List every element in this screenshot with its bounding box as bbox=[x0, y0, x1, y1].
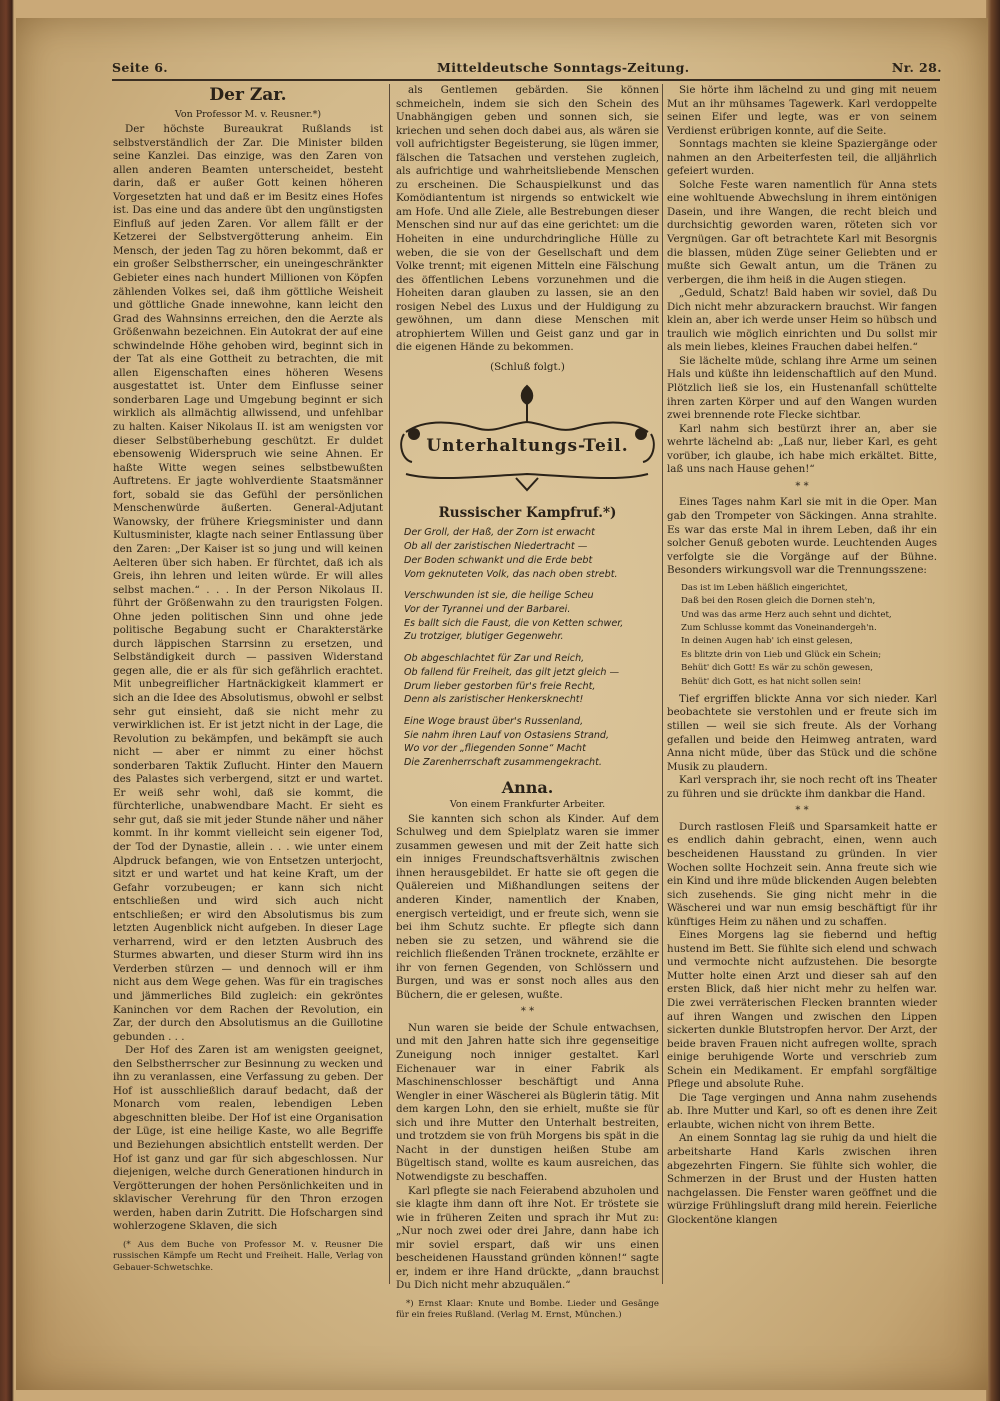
paragraph: „Geduld, Schatz! Bald haben wir soviel, daß Du Dich nicht mehr abzurackern brauchst. Wir fangen klein an, aber ich werde unser Heim so hübsch und traulich wie möglich einrichten und Du sollst mir als mein liebes, kleines Frauchen dabei helfen.“ bbox=[667, 287, 937, 354]
column-divider bbox=[389, 84, 390, 1284]
poem-line: Der Groll, der Haß, der Zorn ist erwacht bbox=[404, 527, 595, 539]
paragraph: Sie kannten sich schon als Kinder. Auf dem Schulweg und dem Spielplatz waren sie immer zusammen gewesen und mit der Zeit hatte sich ein inniges Freundschaftsverhältnis zwischen ihnen herausgebildet. Er hatte sie oft gegen die Quälereien und Mißhandlungen seitens der anderen Kinder, namentlich der Knaben, energisch verteidigt, und er freute sich, wenn sie bei ihm Schutz suchte. Er pflegte sich dann neben sie zu setzen, und während sie die reichlich fließenden Tränen trocknete, erzählte er ihr von fernen Gegenden, von Schlössern und Burgen, und was er sonst noch alles aus den Büchern, die er gelesen, wußte. bbox=[396, 812, 659, 1001]
song-line: Das ist im Leben häßlich eingerichtet, bbox=[681, 582, 848, 593]
poem-line: Zu trotziger, blutiger Gegenwehr. bbox=[404, 631, 564, 643]
section-separator: * * bbox=[795, 805, 809, 817]
song-line: Daß bei den Rosen gleich die Dornen steh'n, bbox=[681, 596, 876, 607]
song-line: In deinen Augen hab' ich einst gelesen, bbox=[681, 636, 853, 647]
column-three bbox=[667, 84, 937, 1284]
paragraph: Die Tage vergingen und Anna nahm zusehends ab. Ihre Mutter und Karl, so oft es denen ihre Zeit erlaubte, wichen nicht von ihrem Bette. bbox=[667, 1091, 937, 1131]
article-title: Der Zar. bbox=[209, 85, 287, 105]
song-line: Behüt' dich Gott, es hat nicht sollen sein! bbox=[681, 676, 862, 687]
paragraph: Der höchste Bureaukrat Rußlands ist selbstverständlich der Zar. Die Minister bilden seine Kanzlei. Das einzige, was den Zaren von allen anderen Beamten unterscheidet, besteht darin, daß er außer Gott keinen höheren Vorgesetzten hat und daß er im Besitz eines Hofes ist. Das eine und das andere übt den ungünstigsten Einfluß auf jeden Zaren. Vor allem fällt er der Ketzerei der Selbstvergötterung anheim. Ein Mensch, der jeden Tag zu hören bekommt, daß er ein großer Selbstherrscher, ein uneingeschränkter Gebieter eines nach hundert Millionen von Köpfen zählenden Volkes sei, daß ihm göttliche Weisheit und göttliche Gnade innewohne, kann leicht den Grad des Wahnsinns erreichen, den die Aerzte als Größenwahn bezeichnen. Ein Autokrat der auf eine schwindelnde Höhe gehoben wird, beginnt sich in der Tat als eine Gottheit zu betrachten, die mit allen Eigenschaften eines höheren Wesens ausgestattet ist. Unter dem Einflusse seiner sonderbaren Lage und Umgebung beginnt er sich wirklich als allmächtig allwissend, und unfehlbar zu halten. Kaiser Nikolaus II. ist am wenigsten vor dieser Selbstüberhebung geschützt. Er duldet ebensowenig Widerspruch wie seine Ahnen. Er haßte Witte wegen seines selbstbewußten Auftretens. Er jagte wohlverdiente Staatsmänner fort, sobald sie das Gefühl der persönlichen Menschenwürde äußerten. General-Adjutant Wanowsky, der frühere Kriegsminister und dann Kultusminister, klagte nach seiner Entlassung über den Zaren: „Der Kaiser ist so jung und will keinen Aelteren über sich haben. Er fürchtet, daß ich als Greis, ihn lehren und leiten würde. Er will alles selbst machen.“ . . . In der Person Nikolaus II. führt der Größenwahn zu den traurigsten Folgen. Ohne jeden politischen Sinn und ohne jede politische Begabung sucht er Charakterstärke durch läppischen Starrsinn zu ersetzen, und Selbständigkeit durch — passiven Widerstand gegen alle, die er als für sich gefährlich erachtet. Mit unbegreiflicher Hartnäckigkeit klammert er sich an die Idee des Absolutismus, obwohl er selbst sehr gut einsieht, daß sie nicht mehr zu verwirklichen ist. Er ist jetzt nicht in der Lage, die Revolution zu bekämpfen, und bekämpft sie auch nicht — aber er nimmt zu einer höchst sonderbaren Taktik Zuflucht. Hinter den Mauern des Palastes sich verbergend, sitzt er und wartet. Er weiß sehr wohl, daß sie kommt, die fürchterliche, unabwendbare Macht. Er sieht es sehr gut, daß sie mit jeder Stunde näher und näher kommt. In ihr kommt vielleicht sein eigener Tod, der Tod der Dynastie, allein . . . wie unter einem Alpdruck befangen, wie von Entsetzen unterjocht, sitzt er und wartet und hat keine Kraft, um der Gefahr vorzubeugen; er kann sich nicht entschließen und wird sich auch nicht entschließen; er wird den Absolutismus bis zum letzten Augenblick nicht aufgeben. In dieser Lage verharrend, wird er den letzten Ausbruch des Sturmes abwarten, und dieser Sturm wird ihn ins Verderben stürzen — und dennoch will er ihm nicht aus dem Wege gehen. Was für ein tragisches und jämmerliches Bild zugleich: ein gekröntes Kaninchen vor dem Rachen der Revolution, ein Zar, der durch den Absolutismus an die Guillotine gebunden . . . bbox=[113, 123, 383, 1043]
poem-stanza bbox=[396, 652, 659, 707]
poem-line: Der Boden schwankt und die Erde bebt bbox=[404, 554, 593, 566]
song-lyrics bbox=[667, 582, 937, 689]
poem-line: Sie nahm ihren Lauf von Ostasiens Strand, bbox=[404, 729, 610, 741]
poem-title: Russischer Kampfruf.*) bbox=[438, 505, 617, 522]
poem-line: Ob fallend für Freiheit, das gilt jetzt gleich — bbox=[404, 666, 620, 678]
column-two bbox=[396, 84, 659, 1321]
paragraph: Karl versprach ihr, sie noch recht oft ins Theater zu führen und sie drückte ihm dankbar die Hand. bbox=[667, 774, 937, 800]
issue-number: Nr. 28. bbox=[891, 60, 942, 75]
section-separator: * * bbox=[795, 480, 809, 492]
paragraph: Karl nahm sich bestürzt ihrer an, aber sie wehrte lächelnd ab: „Laß nur, lieber Karl, es geht vorüber, ich glaube, ich habe mich erkältet. Bitte, laß uns nach Hause gehen!“ bbox=[667, 422, 937, 476]
paragraph: Durch rastlosen Fleiß und Sparsamkeit hatte er es endlich dahin gebracht, einen, wenn auch bescheidenen Hausstand zu gründen. In vier Wochen sollte Hochzeit sein. Anna freute sich wie ein Kind und ihre müde blickenden Augen belebten sich zusehends. Sie ging nicht mehr in die Wäscherei und war nun emsig beschäftigt für ihr künftiges Heim zu nähen und zu schaffen. bbox=[667, 820, 937, 928]
paragraph: Solche Feste waren namentlich für Anna stets eine wohltuende Abwechslung in ihrem eintönigen Dasein, und ihre Wangen, die recht bleich und durchsichtig geworden waren, röteten sich vor Vergnügen. Gar oft betrachtete Karl mit Besorgnis die blassen, müden Züge seiner Geliebten und er mußte sich Gewalt antun, um die Tränen zu verbergen, die ihm heiß in die Augen stiegen. bbox=[667, 178, 937, 286]
book-edge bbox=[986, 0, 1000, 1401]
paragraph: An einem Sonntag lag sie ruhig da und hielt die arbeitsharte Hand Karls zwischen ihren abgezehrten Fingern. Sie fühlte sich wohler, die Schmerzen in der Brust und der Husten hatten nachgelassen. Die Fenster waren geöffnet und die würzige Frühlingsluft drang mild herein. Feierliche Glockentöne klangen bbox=[667, 1132, 937, 1226]
paragraph: Der Hof des Zaren ist am wenigsten geeignet, den Selbstherrscher zur Besinnung zu wecken und ihn zu veranlassen, eine Verfassung zu geben. Der Hof ist ausschließlich darauf bedacht, daß der Monarch vom realen, lebendigen Leben abgeschnitten bleibe. Der Hof ist eine Organisation der Lüge, ist eine heilige Kaste, wo alle Begriffe und Beziehungen absichtlich entstellt werden. Der Hof ist ganz und gar für sich abgeschlossen. Nur diejenigen, welche durch Generationen hindurch in Vergötterungen der hohen Persönlichkeiten und in sklavischer Verehrung für den Thron erzogen werden, haben darin Zutritt. Die Hofschargen sind wohlerzogene Sklaven, die sich bbox=[113, 1044, 383, 1233]
paragraph: Sonntags machten sie kleine Spaziergänge oder nahmen an den Arbeiterfesten teil, die alljährlich gefeiert wurden. bbox=[667, 138, 937, 178]
poem-line: Die Zarenherrschaft zusammengekracht. bbox=[404, 757, 602, 769]
story-byline: Von einem Frankfurter Arbeiter. bbox=[449, 798, 606, 810]
song-line: Es blitzte drin von Lieb und Glück ein Schein; bbox=[681, 649, 882, 660]
article-byline: Von Professor M. v. Reusner.*) bbox=[174, 109, 322, 120]
footnote: (* Aus dem Buche von Professor M. v. Reusner Die russischen Kämpfe um Recht und Freiheit. Halle, Verlag von Gebauer-Schwetschke. bbox=[113, 1239, 383, 1273]
footnote: *) Ernst Klaar: Knute und Bombe. Lieder und Gesänge für ein freies Rußland. (Verlag M. Ernst, München.) bbox=[396, 1298, 659, 1321]
article-der-zar bbox=[113, 84, 383, 1284]
newspaper-title: Mitteldeutsche Sonntags-Zeitung. bbox=[437, 60, 690, 75]
section-ornament bbox=[396, 378, 659, 498]
paragraph: Karl pflegte sie nach Feierabend abzuholen und sie klagte ihm dann oft ihre Not. Er tröstete sie wie in früheren Zeiten und sprach ihr Mut zu: „Nur noch zwei oder drei Jahre, dann habe ich mir soviel erspart, daß wir uns einen bescheidenen Hausstand gründen können!“ sagte er, indem er ihre Hand drückte, „dann brauchst Du Dich nicht mehr abzuquälen.“ bbox=[396, 1184, 659, 1292]
column-divider bbox=[662, 84, 663, 1284]
song-line: Zum Schlusse kommt das Voneinandergeh'n. bbox=[681, 622, 877, 633]
story-title: Anna. bbox=[501, 777, 554, 797]
section-title: Unterhaltungs-Teil. bbox=[426, 436, 629, 457]
poem-stanza bbox=[396, 589, 659, 644]
page-number: Seite 6. bbox=[112, 60, 169, 75]
poem-line: Denn als zaristischer Henkersknecht! bbox=[404, 694, 584, 706]
poem-line: Vor der Tyrannei und der Barbarei. bbox=[404, 604, 571, 615]
poem-line: Wo vor der „fliegenden Sonne“ Macht bbox=[404, 743, 586, 755]
poem-stanza bbox=[396, 715, 659, 770]
paragraph: Eines Morgens lag sie fiebernd und heftig hustend im Bett. Sie fühlte sich elend und schwach und vermochte nicht aufzustehen. Die besorgte Mutter holte einen Arzt und dieser sah auf den ersten Blick, daß hier nicht mehr zu helfen war. Die zwei verräterischen Flecken brannten wieder auf ihren Wangen und zwischen den Lippen sickerten dunkle Blutstropfen hervor. Der Arzt, der beide braven Frauen nicht aufregen wollte, sprach einige beruhigende Worte und verschrieb zum Schein ein Medikament. Er empfahl sorgfältige Pflege und absolute Ruhe. bbox=[667, 929, 937, 1091]
section-separator: * * bbox=[520, 1006, 535, 1018]
header-rule bbox=[112, 79, 940, 81]
paragraph: Tief ergriffen blickte Anna vor sich nieder. Karl beobachtete sie verstohlen und er freute sich im stillen — weil sie sich freute. Als der Vorhang gefallen und beide den Heimweg antraten, ward Anna nicht müde, über das Stück und die schöne Musik zu plaudern. bbox=[667, 692, 937, 773]
paragraph: Nun waren sie beide der Schule entwachsen, und mit den Jahren hatte sich ihre gegenseitige Zuneigung noch inniger gestaltet. Karl Eichenauer war in einer Fabrik als Maschinenschlosser beschäftigt und Anna Wengler in einer Wäscherei als Büglerin tätig. Mit dem kargen Lohn, den sie erhielt, mußte sie für sich und ihre Mutter den Unterhalt bestreiten, und trotzdem sie von früh Morgens bis spät in die Nacht in der dunstigen heißen Stube am Bügeltisch stand, wollte es kaum ausreichen, das Notwendigste zu beschaffen. bbox=[396, 1021, 659, 1183]
paragraph: als Gentlemen gebärden. Sie können schmeicheln, indem sie sich den Schein des Unabhängigen geben und sonnen sich, sie kriechen und sehen doch dabei aus, als wären sie voll aufrichtigster Begeisterung, sie lügen immer, fälschen die Tatsachen und verstehen zugleich, als aufrichtige und wahrheitsliebende Menschen zu erscheinen. Die Schauspielkunst und das Komödiantentum ist nirgends so entwickelt wie am Hofe. Und alle Ziele, alle Bestrebungen dieser Menschen sind nur auf das eine gerichtet: um die Hoheiten in eine undurchdringliche Hülle zu weben, die sie von der Gesellschaft und dem Volke trennt; mit eigenen Mitteln eine Fälschung des öffentlichen Lebens vorzunehmen und die Hoheiten daran glauben zu lassen, sie an den rosigen Nebel des Luxus und der Huldigung zu gewöhnen, um dann diese Menschen mit atrophiertem Willen und Geist ganz und gar in die eigenen Hände zu bekommen. bbox=[396, 84, 659, 354]
paragraph: Sie lächelte müde, schlang ihre Arme um seinen Hals und küßte ihn leidenschaftlich auf den Mund. Plötzlich ließ sie los, ein Hustenanfall schüttelte ihren zarten Körper und auf den Wangen wurden zwei brennende rote Flecke sichtbar. bbox=[667, 354, 937, 422]
poem-line: Es ballt sich die Faust, die von Ketten schwer, bbox=[404, 617, 624, 629]
to-be-continued: (Schluß folgt.) bbox=[490, 360, 565, 373]
paragraph: Eines Tages nahm Karl sie mit in die Oper. Man gab den Trompeter von Säckingen. Anna strahlte. Es war das erste Mal in ihrem Leben, daß ihr ein solcher Genuß geboten wurde. Leuchtenden Auges verfolgte sie die Vorgänge auf der Bühne. Besonders wirkungsvoll war die Trennungsszene: bbox=[667, 496, 937, 577]
poem-line: Verschwunden ist sie, die heilige Scheu bbox=[404, 590, 594, 602]
song-line: Behüt' dich Gott! Es wär zu schön gewesen, bbox=[681, 663, 873, 674]
poem-stanza bbox=[396, 526, 659, 581]
poem-line: Ob all der zaristischen Niedertracht — bbox=[404, 541, 588, 553]
poem-line: Vom geknuteten Volk, das nach oben strebt. bbox=[404, 568, 618, 580]
poem-line: Drum lieber gestorben für's freie Recht, bbox=[404, 680, 596, 692]
poem-line: Ob abgeschlachtet für Zar und Reich, bbox=[404, 653, 585, 665]
song-line: Und was das arme Herz auch sehnt und dichtet, bbox=[681, 609, 892, 620]
poem-line: Eine Woge braust über's Russenland, bbox=[404, 715, 584, 727]
paragraph: Sie hörte ihm lächelnd zu und ging mit neuem Mut an ihr mühsames Tagewerk. Karl verdoppelte seinen Eifer und legte, was er von seinem Verdienst erübrigen konnte, auf die Seite. bbox=[667, 84, 937, 137]
